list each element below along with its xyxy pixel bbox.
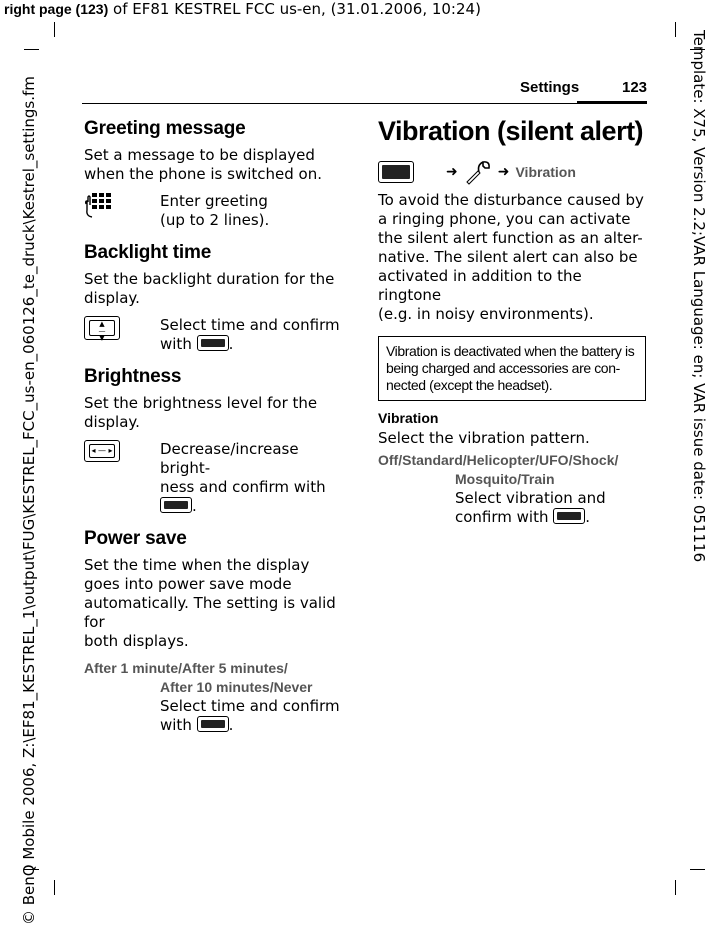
vibration-desc-line: a ringing phone, you can activate xyxy=(378,210,631,228)
brightness-action-line2: ness and confirm with xyxy=(160,478,326,496)
print-header xyxy=(4,0,481,18)
vibration-desc-line: native. The silent alert can also be xyxy=(378,248,638,266)
menu-path xyxy=(378,159,646,185)
left-column xyxy=(84,118,350,735)
vibration-options-line1: Off/Standard/Helicopter/UFO/Shock/ xyxy=(378,452,619,468)
crop-mark xyxy=(54,22,55,37)
backlight-action-end: . xyxy=(228,335,234,353)
header-rule-thick xyxy=(577,101,647,104)
brightness-desc: Set the brightness level for the display. xyxy=(84,394,318,431)
greeting-action xyxy=(84,192,350,230)
wrench-icon xyxy=(464,159,492,185)
crop-mark xyxy=(54,880,55,895)
vibration-subheading: Vibration xyxy=(378,410,439,426)
vibration-action-line1: Select vibration and xyxy=(455,489,606,507)
brightness-action-line1: Decrease/increase bright- xyxy=(160,440,299,477)
arrow-icon: ➜ xyxy=(497,164,510,180)
brightness-action-end: . xyxy=(192,497,197,515)
vibration-action-end: . xyxy=(585,508,591,526)
vibration-desc-line: activated in addition to the ringtone xyxy=(378,267,582,304)
crop-mark xyxy=(675,22,676,37)
power-save-title: Power save xyxy=(84,528,187,549)
greeting-action-line1: Enter greeting xyxy=(160,192,268,210)
vibration-action-line2: confirm with xyxy=(455,508,549,526)
page-number: 123 xyxy=(622,79,648,96)
template-info: Template: X75, Version 2.2;VAR Language: en; VAR issue date: 051116 xyxy=(690,30,708,563)
print-header-rest: of EF81 KESTREL FCC us-en, (31.01.2006, 10:24) xyxy=(108,0,481,18)
power-save-desc-line2: goes into power save mode xyxy=(84,575,292,593)
power-save-action-line2: with xyxy=(160,716,192,734)
softkey-icon xyxy=(197,716,229,732)
header-rule xyxy=(82,103,646,104)
backlight-desc: Set the backlight duration for the display. xyxy=(84,270,335,307)
vibration-sub-desc: Select the vibration pattern. xyxy=(378,429,590,447)
menu-path-vibration: Vibration xyxy=(515,164,576,180)
navigation-left-right-icon: ◂ — ▸ xyxy=(84,440,120,462)
vibration-desc-line: To avoid the disturbance caused by xyxy=(378,191,644,209)
arrow-icon: ➜ xyxy=(446,164,458,180)
vibration-desc-line: (e.g. in noisy environments). xyxy=(378,305,594,323)
keypad-icon xyxy=(84,192,112,218)
backlight-title: Backlight time xyxy=(84,242,212,263)
softkey-icon xyxy=(197,335,229,351)
greeting-action-line2: (up to 2 lines). xyxy=(160,211,270,229)
navigation-up-down-icon: ▲ — ▼ xyxy=(84,316,120,340)
backlight-action xyxy=(84,316,350,354)
note-line: Vibration is deactivated when the battery is xyxy=(386,343,635,359)
power-save-desc-line4: both displays. xyxy=(84,632,189,650)
crop-mark xyxy=(675,880,676,895)
brightness-title: Brightness xyxy=(84,366,182,387)
vibration-desc-line: the silent alert function as an alter- xyxy=(378,229,643,247)
power-save-options-line2: After 10 minutes/Never xyxy=(160,679,313,695)
softkey-icon xyxy=(553,508,585,524)
vibration-options-line2: Mosquito/Train xyxy=(455,471,555,487)
power-save-desc-line1: Set the time when the display xyxy=(84,556,310,574)
backlight-action-line1: Select time and confirm xyxy=(160,316,340,334)
right-column xyxy=(378,116,646,527)
vibration-title: Vibration (silent alert) xyxy=(378,116,644,146)
power-save-action-end: . xyxy=(228,716,234,734)
power-save-desc-line3: automatically. The setting is valid for xyxy=(84,594,336,631)
note-box xyxy=(378,336,646,401)
greeting-title: Greeting message xyxy=(84,118,246,139)
copyright-path: © BenQ Mobile 2006, Z:\EF81_KESTREL_1\output\FUG\KESTREL_FCC_us-en_060126_te_druck\Kestrel_settings.fm xyxy=(20,76,38,925)
greeting-desc: Set a message to be displayed when the phone is switched on. xyxy=(84,146,322,183)
print-header-bold: right page (123) xyxy=(4,1,109,17)
note-line: nected (except the headset). xyxy=(386,377,553,393)
backlight-action-line2: with xyxy=(160,335,192,353)
section-title: Settings xyxy=(520,79,580,96)
softkey-icon xyxy=(160,497,192,513)
note-line: being charged and accessories are con- xyxy=(386,360,620,376)
brightness-action xyxy=(84,440,350,516)
menu-key-icon xyxy=(378,161,414,183)
power-save-options-line1: After 1 minute/After 5 minutes/ xyxy=(84,660,288,676)
power-save-action-line1: Select time and confirm xyxy=(160,697,340,715)
